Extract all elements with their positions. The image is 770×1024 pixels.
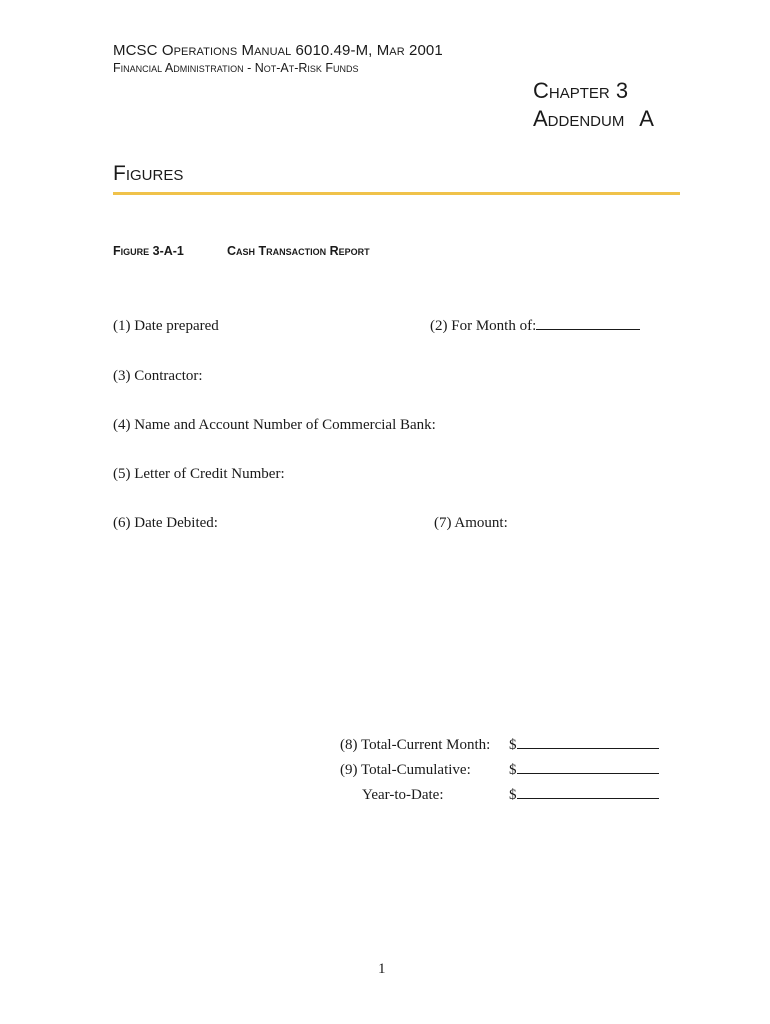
for-month-of-label: (2) For Month of:: [430, 318, 537, 334]
total-current-month-field: [509, 737, 659, 754]
field-date-prepared: [113, 318, 219, 335]
currency-symbol: $: [509, 762, 517, 778]
year-to-date-blank-line[interactable]: [517, 797, 659, 799]
chapter-heading: Chapter 3: [533, 78, 629, 103]
field-bank: [113, 417, 436, 434]
field-date-debited: [113, 515, 218, 532]
total-cumulative-blank-line[interactable]: [517, 772, 659, 774]
contractor-label: (3) Contractor:: [113, 368, 203, 384]
section-divider: [113, 192, 680, 195]
manual-title: MCSC Operations Manual 6010.49-M, Mar 2001: [113, 42, 443, 59]
section-title: Figures: [113, 162, 184, 185]
page-number: 1: [378, 961, 386, 977]
date-debited-label: (6) Date Debited:: [113, 515, 218, 531]
field-for-month-of: [430, 318, 640, 335]
amount-label: (7) Amount:: [434, 515, 508, 531]
total-cumulative-label: (9) Total-Cumulative:: [340, 762, 471, 778]
total-cumulative-field: [509, 762, 659, 779]
field-contractor: [113, 368, 203, 385]
letter-of-credit-label: (5) Letter of Credit Number:: [113, 466, 285, 482]
total-current-month-label: (8) Total-Current Month:: [340, 737, 491, 753]
currency-symbol: $: [509, 737, 517, 753]
total-current-month-blank-line[interactable]: [517, 747, 659, 749]
bank-label: (4) Name and Account Number of Commercial Bank:: [113, 417, 436, 433]
field-amount: [434, 515, 508, 532]
currency-symbol: $: [509, 787, 517, 803]
addendum-heading: Addendum A: [533, 106, 654, 131]
year-to-date-label: Year-to-Date:: [362, 787, 444, 803]
figure-title: Cash Transaction Report: [227, 244, 370, 258]
field-letter-of-credit: [113, 466, 285, 483]
figure-number: Figure 3-A-1: [113, 244, 184, 258]
year-to-date-field: [509, 787, 659, 804]
section-subtitle: Financial Administration - Not-At-Risk Funds: [113, 61, 359, 75]
for-month-of-blank-line[interactable]: [536, 328, 640, 330]
date-prepared-label: (1) Date prepared: [113, 318, 219, 334]
